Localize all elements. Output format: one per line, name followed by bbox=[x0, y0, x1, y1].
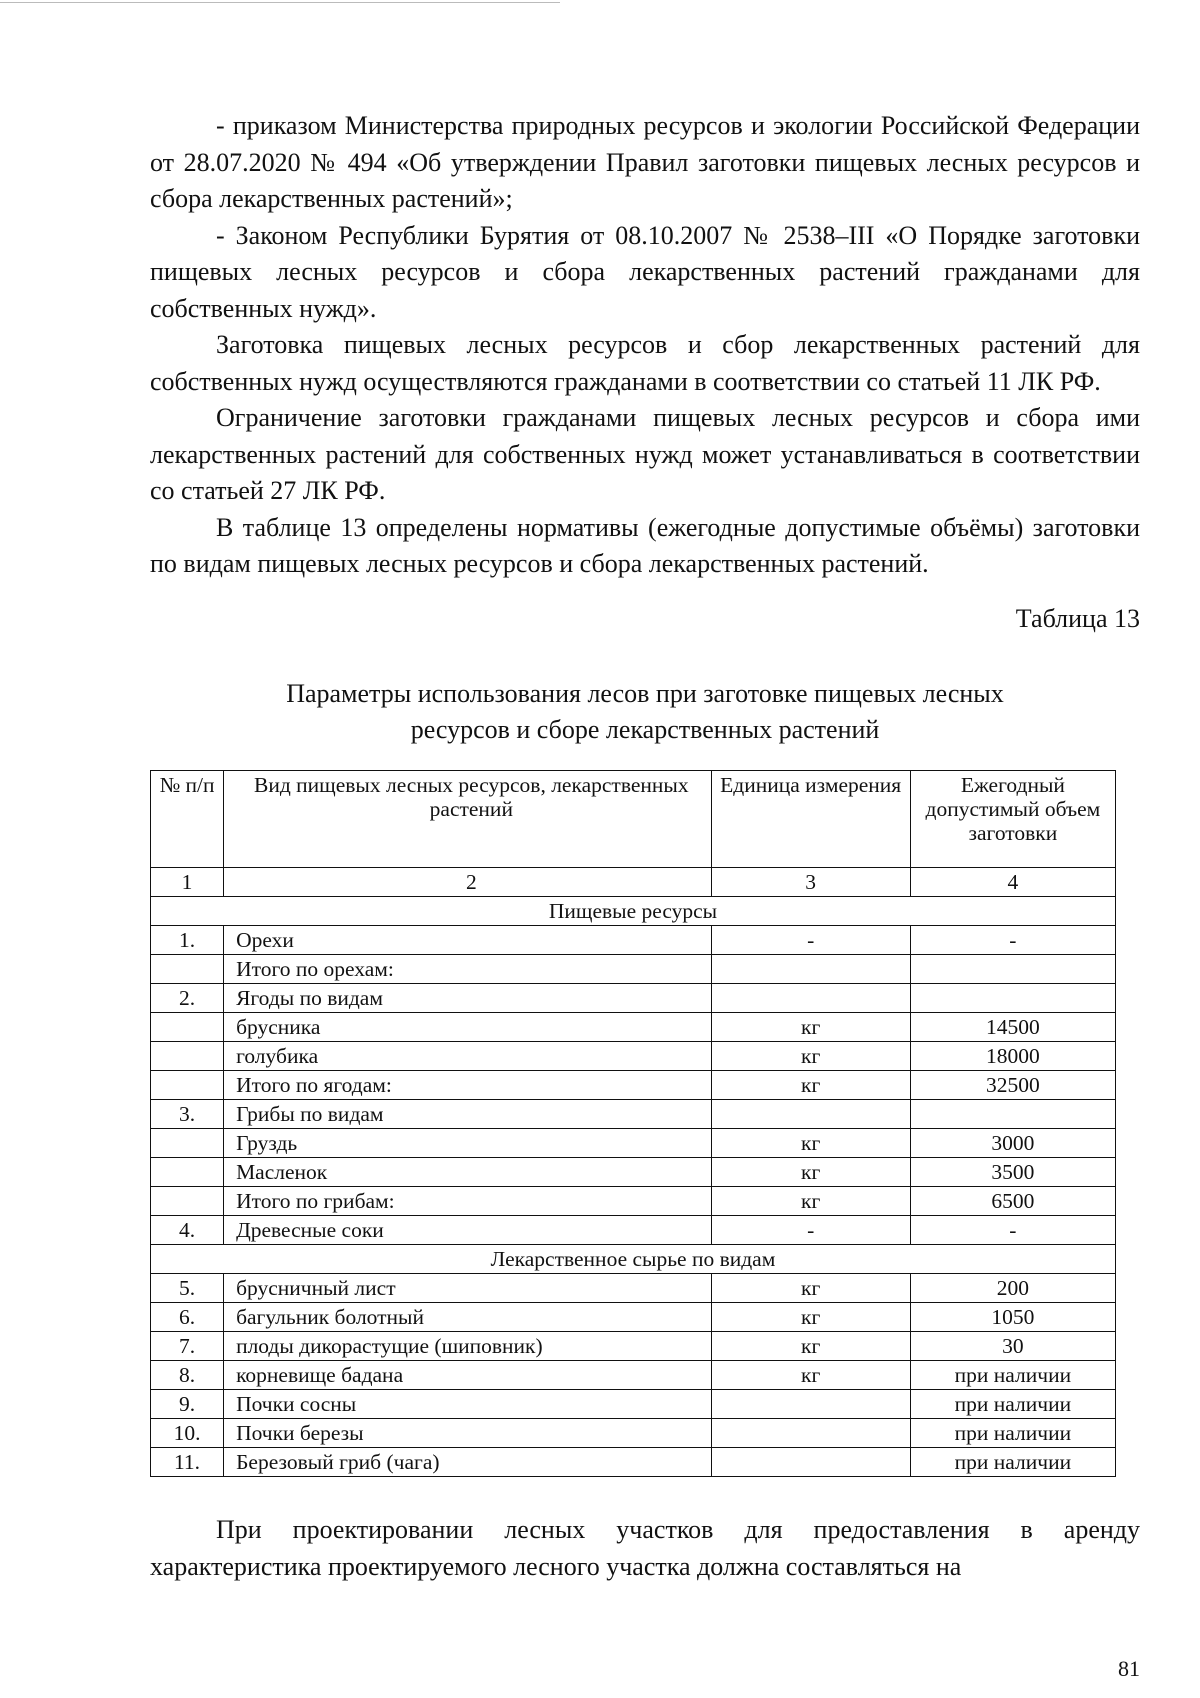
row-volume: при наличии bbox=[910, 1361, 1115, 1390]
row-volume: при наличии bbox=[910, 1448, 1115, 1477]
row-unit: - bbox=[711, 926, 910, 955]
row-name: багульник болотный bbox=[224, 1303, 712, 1332]
row-unit: кг bbox=[711, 1187, 910, 1216]
row-unit: кг bbox=[711, 1332, 910, 1361]
row-name: голубика bbox=[224, 1042, 712, 1071]
row-name: Древесные соки bbox=[224, 1216, 712, 1245]
row-name: Итого по ягодам: bbox=[224, 1071, 712, 1100]
table-row bbox=[151, 1419, 1116, 1448]
row-name: корневище бадана bbox=[224, 1361, 712, 1390]
table-row bbox=[151, 1042, 1116, 1071]
row-volume bbox=[910, 955, 1115, 984]
table-title-line: ресурсов и сборе лекарственных растений bbox=[410, 715, 880, 744]
row-volume: при наличии bbox=[910, 1419, 1115, 1448]
row-unit: кг bbox=[711, 1013, 910, 1042]
row-number: 8. bbox=[151, 1361, 224, 1390]
table-row bbox=[151, 1216, 1116, 1245]
column-numbers-row bbox=[151, 868, 1116, 897]
row-volume: 32500 bbox=[910, 1071, 1115, 1100]
scan-top-line bbox=[0, 2, 560, 3]
body-text bbox=[150, 108, 1140, 583]
row-number bbox=[151, 1042, 224, 1071]
row-number: 5. bbox=[151, 1274, 224, 1303]
table-row bbox=[151, 1390, 1116, 1419]
section-title: Лекарственное сырье по видам bbox=[151, 1245, 1116, 1274]
row-name: Итого по орехам: bbox=[224, 955, 712, 984]
row-unit bbox=[711, 1390, 910, 1419]
column-number-cell: 4 bbox=[910, 868, 1115, 897]
table-row bbox=[151, 984, 1116, 1013]
row-unit bbox=[711, 1100, 910, 1129]
row-number bbox=[151, 1187, 224, 1216]
row-volume: 3500 bbox=[910, 1158, 1115, 1187]
paragraph: - Законом Республики Бурятия от 08.10.2007 № 2538–III «О Порядке заготовки пищевых лесных ресурсов и сбора лекарственных растений гражданами для собственных нужд». bbox=[150, 220, 1140, 323]
row-volume bbox=[910, 984, 1115, 1013]
row-number bbox=[151, 1158, 224, 1187]
row-number: 10. bbox=[151, 1419, 224, 1448]
row-volume bbox=[910, 1100, 1115, 1129]
row-volume: 3000 bbox=[910, 1129, 1115, 1158]
row-name: брусника bbox=[224, 1013, 712, 1042]
row-unit: - bbox=[711, 1216, 910, 1245]
table-row bbox=[151, 1332, 1116, 1361]
page-number: 81 bbox=[1118, 1656, 1140, 1681]
paragraph: - приказом Министерства природных ресурсов и экологии Российской Федерации от 28.07.2020 № 494 «Об утверждении Правил заготовки пищевых лесных ресурсов и сбора лекарственных растений»; bbox=[150, 111, 1140, 213]
section-row-food bbox=[151, 897, 1116, 926]
table-row bbox=[151, 1158, 1116, 1187]
row-name: Ягоды по видам bbox=[224, 984, 712, 1013]
table-row bbox=[151, 1187, 1116, 1216]
table-row bbox=[151, 1303, 1116, 1332]
row-name: Березовый гриб (чага) bbox=[224, 1448, 712, 1477]
row-number: 6. bbox=[151, 1303, 224, 1332]
row-number: 2. bbox=[151, 984, 224, 1013]
row-unit: кг bbox=[711, 1042, 910, 1071]
table-row bbox=[151, 1448, 1116, 1477]
row-volume: 18000 bbox=[910, 1042, 1115, 1071]
row-number: 1. bbox=[151, 926, 224, 955]
table-title-line: Параметры использования лесов при заготовке пищевых лесных bbox=[286, 679, 1004, 708]
table-row bbox=[151, 926, 1116, 955]
row-unit: кг bbox=[711, 1129, 910, 1158]
row-name: брусничный лист bbox=[224, 1274, 712, 1303]
table-row bbox=[151, 1274, 1116, 1303]
row-name: Почки сосны bbox=[224, 1390, 712, 1419]
row-number: 3. bbox=[151, 1100, 224, 1129]
row-unit: кг bbox=[711, 1361, 910, 1390]
section-title: Пищевые ресурсы bbox=[151, 897, 1116, 926]
header-cell-volume: Ежегодный допустимый объем заготовки bbox=[910, 771, 1115, 868]
row-number bbox=[151, 1013, 224, 1042]
row-number: 7. bbox=[151, 1332, 224, 1361]
row-name: Груздь bbox=[224, 1129, 712, 1158]
row-unit: кг bbox=[711, 1274, 910, 1303]
column-number-cell: 2 bbox=[224, 868, 712, 897]
row-unit bbox=[711, 1419, 910, 1448]
row-volume: при наличии bbox=[910, 1390, 1115, 1419]
resources-table bbox=[150, 770, 1116, 1477]
row-volume: 1050 bbox=[910, 1303, 1115, 1332]
header-cell-type: Вид пищевых лесных ресурсов, лекарственных растений bbox=[224, 771, 712, 868]
row-name: плоды дикорастущие (шиповник) bbox=[224, 1332, 712, 1361]
table-caption: Таблица 13 bbox=[1015, 604, 1140, 633]
row-name: Орехи bbox=[224, 926, 712, 955]
row-name: Масленок bbox=[224, 1158, 712, 1187]
row-number bbox=[151, 955, 224, 984]
row-unit bbox=[711, 1448, 910, 1477]
bottom-text bbox=[150, 1512, 1140, 1585]
table-title bbox=[150, 676, 1140, 748]
table-header-row bbox=[151, 771, 1116, 868]
row-volume: - bbox=[910, 926, 1115, 955]
row-number: 11. bbox=[151, 1448, 224, 1477]
table-row bbox=[151, 1361, 1116, 1390]
paragraph: В таблице 13 определены нормативы (ежегодные допустимые объёмы) заготовки по видам пищевых лесных ресурсов и сбора лекарственных растений. bbox=[150, 512, 1140, 578]
row-volume: 6500 bbox=[910, 1187, 1115, 1216]
row-volume: 30 bbox=[910, 1332, 1115, 1361]
paragraph: При проектировании лесных участков для предоставления в аренду характеристика проектируемого лесного участка должна составляться на bbox=[150, 1515, 1140, 1581]
row-number: 9. bbox=[151, 1390, 224, 1419]
paragraph: Ограничение заготовки гражданами пищевых лесных ресурсов и сбора ими лекарственных растений для собственных нужд может устанавливаться в соответствии со статьей 27 ЛК РФ. bbox=[150, 403, 1140, 505]
paragraph: Заготовка пищевых лесных ресурсов и сбор лекарственных растений для собственных нужд осуществляются гражданами в соответствии со статьей 11 ЛК РФ. bbox=[150, 330, 1140, 396]
table-row bbox=[151, 1100, 1116, 1129]
row-name: Почки березы bbox=[224, 1419, 712, 1448]
table-row bbox=[151, 955, 1116, 984]
row-unit bbox=[711, 984, 910, 1013]
row-volume: - bbox=[910, 1216, 1115, 1245]
column-number-cell: 1 bbox=[151, 868, 224, 897]
table-row bbox=[151, 1071, 1116, 1100]
row-number bbox=[151, 1071, 224, 1100]
row-unit: кг bbox=[711, 1158, 910, 1187]
row-name: Грибы по видам bbox=[224, 1100, 712, 1129]
row-unit bbox=[711, 955, 910, 984]
row-unit: кг bbox=[711, 1071, 910, 1100]
header-cell-unit: Единица измерения bbox=[711, 771, 910, 868]
table-row bbox=[151, 1129, 1116, 1158]
section-row-medicinal bbox=[151, 1245, 1116, 1274]
row-number bbox=[151, 1129, 224, 1158]
row-number: 4. bbox=[151, 1216, 224, 1245]
header-cell-number: № п/п bbox=[151, 771, 224, 868]
row-name: Итого по грибам: bbox=[224, 1187, 712, 1216]
column-number-cell: 3 bbox=[711, 868, 910, 897]
row-volume: 200 bbox=[910, 1274, 1115, 1303]
row-volume: 14500 bbox=[910, 1013, 1115, 1042]
table-row bbox=[151, 1013, 1116, 1042]
row-unit: кг bbox=[711, 1303, 910, 1332]
